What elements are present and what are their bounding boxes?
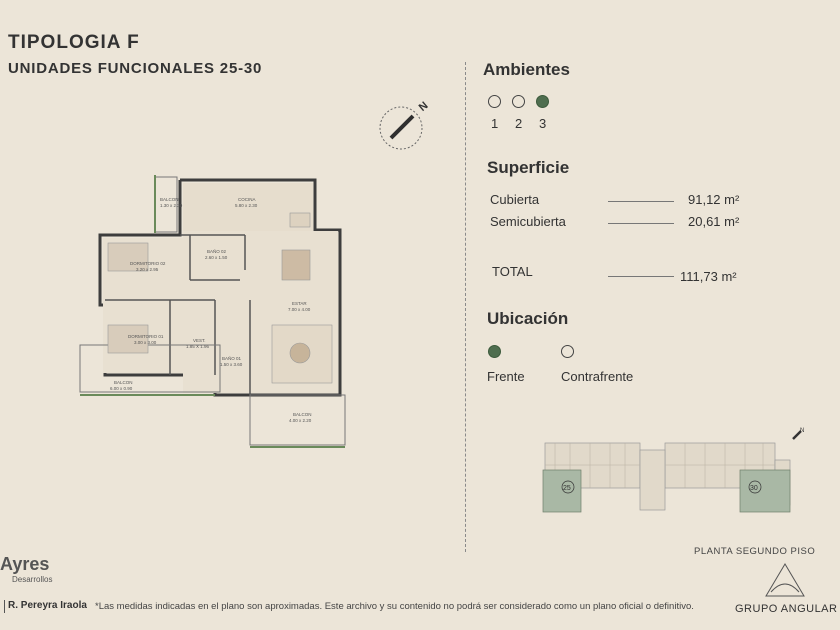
leader-line (608, 201, 674, 202)
superficie-cubierta-value: 91,12 m² (688, 192, 740, 207)
ambientes-heading: Ambientes (483, 60, 570, 79)
label-estar-dim: 7.00 x 4.00 (288, 307, 311, 312)
ubicacion-frente-radio[interactable] (488, 345, 501, 358)
label-bano01: BAÑO 01 (222, 356, 242, 361)
page-subtitle: UNIDADES FUNCIONALES 25-30 (8, 60, 263, 77)
ambientes-option-1[interactable] (488, 95, 501, 108)
label-vest: VEST. (193, 338, 206, 343)
ayres-logo: Ayres (0, 554, 50, 574)
column-divider (465, 62, 466, 552)
label-balcon-right: BALCON (293, 412, 312, 417)
key-plan-north: N (800, 428, 805, 434)
page-title: TIPOLOGIA F (8, 32, 140, 53)
superficie-heading: Superficie (487, 158, 570, 177)
label-bano02-dim: 2.60 x 1.50 (205, 255, 228, 260)
superficie-total-label: TOTAL (492, 264, 533, 279)
label-balcon-top-dim: 1.30 x 2.30 (160, 203, 183, 208)
ambientes-label-2: 2 (515, 116, 523, 131)
ubicacion-heading: Ubicación (487, 309, 569, 328)
label-dorm01: DORMITORIO 01 (128, 334, 164, 339)
label-balcon-top: BALCON (160, 197, 179, 202)
label-estar: ESTAR (292, 301, 307, 306)
ambientes-option-2[interactable] (512, 95, 525, 108)
superficie-semicubierta-value: 20,61 m² (688, 214, 740, 229)
label-balcon-left-dim: 6.00 x 0.90 (110, 386, 133, 391)
label-cocina: COCINA (238, 197, 256, 202)
floor-plan (60, 95, 360, 455)
leader-line (608, 276, 674, 277)
superficie-cubierta-label: Cubierta (490, 192, 540, 207)
superficie-semicubierta-label: Semicubierta (490, 214, 566, 229)
grupo-angular-logo-icon (763, 562, 807, 598)
ubicacion-frente-label: Frente (487, 369, 525, 384)
compass-letter: N (416, 99, 431, 114)
superficie-total-value: 111,73 m² (680, 269, 737, 284)
footer-bar (4, 600, 5, 613)
label-bano02: BAÑO 02 (207, 249, 227, 254)
unit-25-highlight (543, 470, 581, 512)
ubicacion-contrafrente-label: Contrafrente (561, 369, 634, 384)
unit-30-highlight (740, 470, 790, 512)
disclaimer-text: *Las medidas indicadas en el plano son aproximadas. Este archivo y su contenido no podrá ser considerado como un plano oficial o definitivo. (95, 601, 694, 612)
ambientes-option-3[interactable] (536, 95, 549, 108)
ubicacion-contrafrente-radio[interactable] (561, 345, 574, 358)
unit-25-label: 25 (563, 485, 571, 492)
ambientes-label-1: 1 (491, 116, 499, 131)
leader-line (608, 223, 674, 224)
label-dorm01-dim: 3.00 x 3.00 (134, 340, 157, 345)
north-compass-icon (373, 98, 433, 158)
label-cocina-dim: 5.80 x 2.30 (235, 203, 258, 208)
unit-30-label: 30 (750, 485, 758, 492)
label-dorm02-dim: 3.20 x 2.95 (136, 267, 159, 272)
label-dorm02: DORMITORIO 02 (130, 261, 166, 266)
label-bano01-dim: 1.50 x 3.60 (220, 362, 243, 367)
ambientes-label-3: 3 (539, 116, 547, 131)
label-balcon-left: BALCON (114, 380, 133, 385)
ayres-logo-sub: Desarrollos (12, 575, 53, 584)
company-name: GRUPO ANGULAR (735, 603, 838, 615)
label-vest-dim: 1.85 X 1.96 (186, 344, 210, 349)
key-plan (535, 425, 835, 520)
agent-name: R. Pereyra Iraola (8, 600, 87, 611)
key-plan-label: PLANTA SEGUNDO PISO (694, 546, 816, 557)
label-balcon-right-dim: 4.00 x 2.20 (289, 418, 312, 423)
